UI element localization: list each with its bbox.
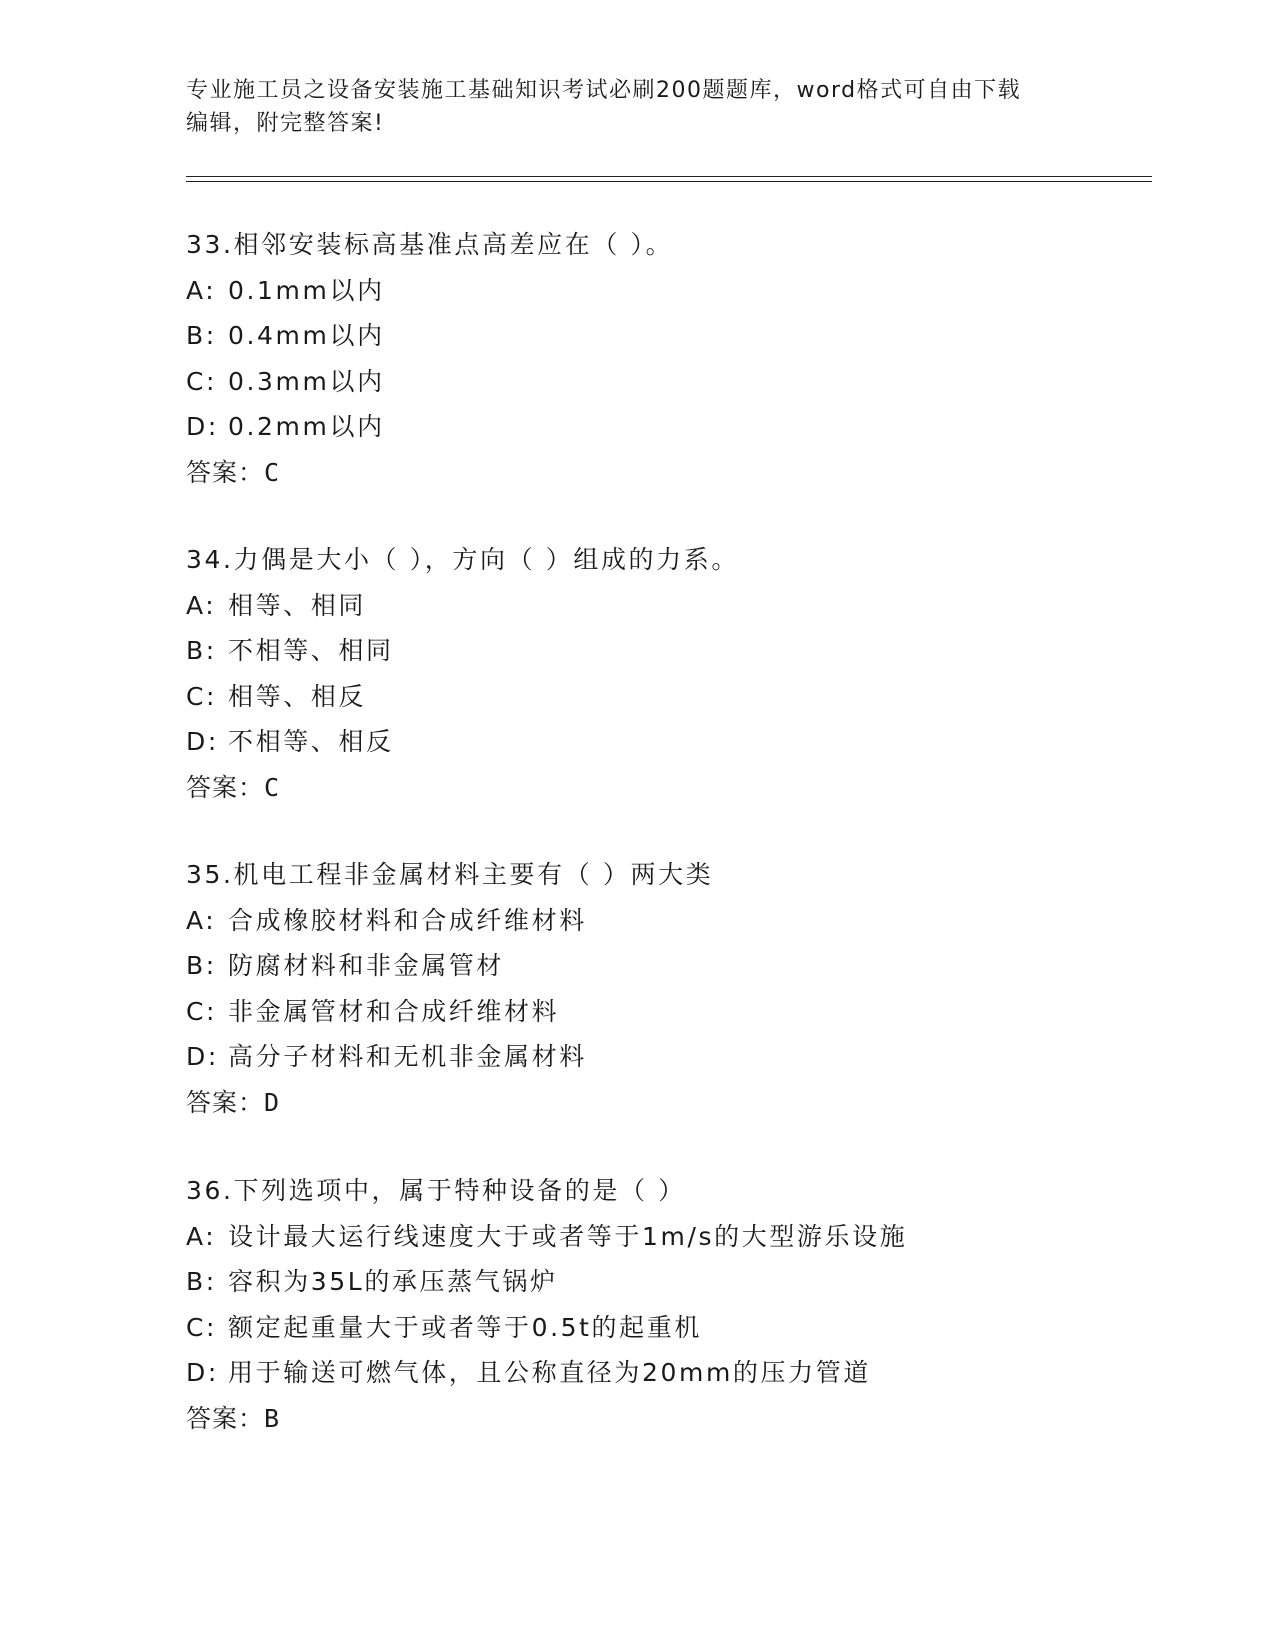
option-letter: C: xyxy=(186,996,218,1026)
option-letter: A: xyxy=(186,905,217,935)
option-text: 相等、相同 xyxy=(228,590,367,620)
document-header xyxy=(186,74,1086,140)
option-letter: B: xyxy=(186,636,217,665)
option-letter: C: xyxy=(186,681,218,711)
answer-label: 答案： xyxy=(186,1403,265,1433)
option-text: 设计最大运行线速度大于或者等于1m/s的大型游乐设施 xyxy=(228,1221,908,1251)
question-block xyxy=(186,852,1146,1125)
answer-line xyxy=(186,1080,1146,1126)
header-divider xyxy=(186,176,1152,182)
option-letter: A: xyxy=(186,1221,217,1251)
option-d xyxy=(186,1034,1146,1080)
option-letter: A: xyxy=(186,275,217,305)
option-b xyxy=(186,313,1146,359)
question-block xyxy=(186,1168,1146,1441)
option-text: 0.3mm以内 xyxy=(228,366,385,396)
option-letter: B: xyxy=(186,1267,217,1296)
question-block xyxy=(186,222,1146,495)
header-title-line-2: 编辑，附完整答案! xyxy=(186,111,385,136)
option-letter: D: xyxy=(186,412,219,441)
question-stem: 35.机电工程非金属材料主要有（ ）两大类 xyxy=(186,860,714,889)
option-text: 用于输送可燃气体，且公称直径为20mm的压力管道 xyxy=(228,1358,871,1387)
option-b xyxy=(186,1259,1146,1305)
option-c xyxy=(186,359,1146,405)
question-stem: 36.下列选项中，属于特种设备的是（ ） xyxy=(186,1176,686,1205)
answer-line xyxy=(186,765,1146,811)
answer-line xyxy=(186,450,1146,496)
option-text: 0.1mm以内 xyxy=(228,275,385,305)
option-c xyxy=(186,989,1146,1035)
option-d xyxy=(186,404,1146,450)
option-a xyxy=(186,268,1146,314)
option-text: 防腐材料和非金属管材 xyxy=(228,951,505,980)
option-a xyxy=(186,583,1146,629)
answer-value: B xyxy=(264,1403,280,1433)
option-c xyxy=(186,674,1146,720)
question-block xyxy=(186,537,1146,810)
option-text: 非金属管材和合成纤维材料 xyxy=(228,996,560,1026)
option-letter: D: xyxy=(186,727,219,756)
option-a xyxy=(186,898,1146,944)
option-c xyxy=(186,1305,1146,1351)
option-text: 0.4mm以内 xyxy=(228,321,385,350)
option-text: 不相等、相同 xyxy=(228,636,394,665)
answer-label: 答案： xyxy=(186,772,265,802)
option-text: 0.2mm以内 xyxy=(228,412,385,441)
answer-value: C xyxy=(264,457,280,487)
option-letter: B: xyxy=(186,951,217,980)
option-d xyxy=(186,1350,1146,1396)
option-text: 高分子材料和无机非金属材料 xyxy=(228,1042,587,1071)
option-text: 不相等、相反 xyxy=(228,727,394,756)
option-letter: D: xyxy=(186,1358,219,1387)
option-letter: B: xyxy=(186,321,217,350)
answer-label: 答案： xyxy=(186,457,265,487)
option-letter: A: xyxy=(186,590,217,620)
answer-label: 答案： xyxy=(186,1087,265,1117)
option-d xyxy=(186,719,1146,765)
option-text: 容积为35L的承压蒸气锅炉 xyxy=(228,1267,558,1296)
option-b xyxy=(186,943,1146,989)
option-text: 合成橡胶材料和合成纤维材料 xyxy=(228,905,587,935)
header-title-line-1: 专业施工员之设备安装施工基础知识考试必刷200题题库，word格式可自由下载 xyxy=(186,78,1022,103)
question-stem: 33.相邻安装标高基准点高差应在（ ）。 xyxy=(186,230,674,259)
option-letter: D: xyxy=(186,1042,219,1071)
option-text: 相等、相反 xyxy=(228,681,367,711)
option-b xyxy=(186,628,1146,674)
option-letter: C: xyxy=(186,1312,218,1342)
option-a xyxy=(186,1214,1146,1260)
answer-line xyxy=(186,1396,1146,1442)
question-stem: 34.力偶是大小（ ），方向（ ）组成的力系。 xyxy=(186,545,739,574)
option-letter: C: xyxy=(186,366,218,396)
answer-value: D xyxy=(264,1087,280,1117)
answer-value: C xyxy=(264,772,280,802)
option-text: 额定起重量大于或者等于0.5t的起重机 xyxy=(228,1312,702,1342)
